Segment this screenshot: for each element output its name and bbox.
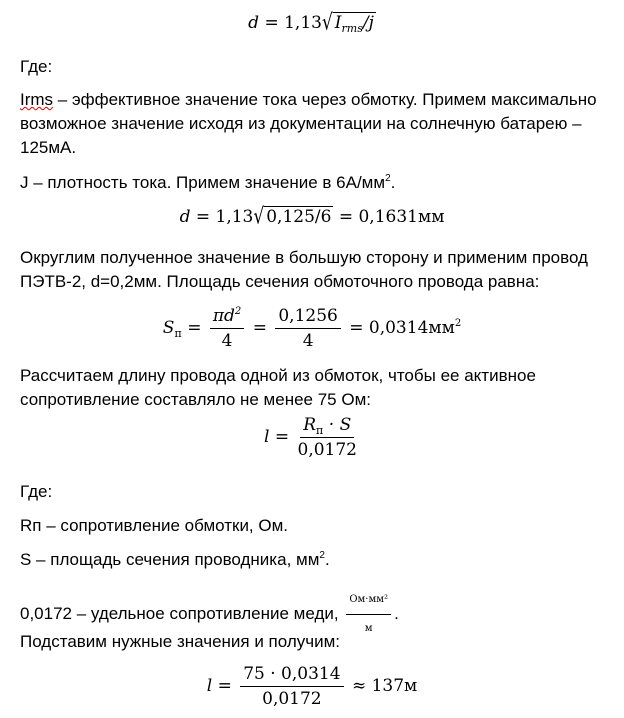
result: = 0,1631мм [338, 207, 445, 227]
numerator: 0,1256 [275, 306, 340, 329]
coef: 1,13 [215, 207, 254, 227]
sup: 2 [454, 318, 462, 329]
numerator: 75 · 0,0314 [240, 664, 343, 687]
var-d: d [248, 13, 260, 33]
fraction [210, 306, 244, 351]
denominator: м [364, 623, 373, 634]
var-l: l [206, 676, 213, 696]
radicand [333, 12, 376, 33]
var-j: /j [362, 13, 374, 33]
where-label: Где: [20, 57, 53, 76]
equals: = [195, 207, 211, 227]
denominator: 4 [302, 331, 314, 351]
fraction [298, 415, 357, 460]
round-paragraph: Округлим полученное значение в большую сторону и применим провод ПЭТВ-2, d=0,2мм. Площадь сечения обмоточного провода равна: [20, 248, 588, 291]
formula-diameter-calc [0, 204, 624, 230]
var-d: d [179, 207, 191, 227]
denominator: 0,0172 [297, 440, 357, 460]
s-text: S – площадь сечения проводника, мм [20, 550, 320, 569]
var-r: R [303, 415, 317, 435]
sup: 2 [319, 550, 325, 561]
sup: 2 [234, 306, 242, 317]
s-definition [20, 548, 615, 572]
rp-definition: Rп – сопротивление обмотки, Ом. [20, 516, 289, 535]
var-l: l [264, 427, 270, 447]
calc-paragraph: Рассчитаем длину провода одной из обмоток, чтобы ее активное сопротивление составляло не менее 75 Ом: [20, 366, 536, 409]
equals: = [252, 318, 267, 338]
period: . [324, 550, 330, 569]
period: . [390, 173, 396, 192]
where-label: Где: [20, 482, 53, 501]
sub: п [174, 327, 182, 340]
sqrt-icon: √ [321, 10, 333, 36]
numerator: Ом·мм² [346, 588, 391, 615]
formula-wire-diameter [0, 10, 624, 36]
sub: п [316, 424, 324, 437]
irms-term: Irms [20, 90, 54, 109]
fraction [275, 306, 340, 351]
formula-cross-section [0, 306, 624, 351]
equals: = [187, 318, 202, 338]
irms-text: – эффективное значение тока через обмотку. Примем максимально возможное значение исходя из документации на солнечную батарею – 125мА. [20, 90, 597, 157]
j-paragraph [20, 171, 615, 195]
result: = 0,0314мм [349, 318, 455, 338]
radicand: 0,125/6 [266, 207, 332, 227]
denominator: 0,0172 [262, 689, 322, 709]
equals: = [264, 13, 279, 33]
numerator [210, 306, 244, 329]
j-text: J – плотность тока. Примем значение в 6А/мм [20, 173, 386, 192]
formula-length-result [0, 664, 624, 709]
sub-rms: rms [341, 22, 363, 35]
irms-paragraph [20, 88, 615, 160]
num-text: πd [212, 306, 235, 326]
equals: = [217, 676, 232, 696]
var-i: I [334, 13, 342, 33]
formula-length [0, 415, 624, 460]
coef: 1,13 [284, 13, 322, 33]
fraction [240, 664, 343, 709]
sqrt-icon: √ [253, 204, 265, 230]
period: . [394, 603, 399, 623]
equals: = [274, 427, 290, 447]
sup: 2 [385, 173, 391, 184]
var-s: S [162, 318, 175, 338]
result: ≈ 137м [351, 676, 418, 696]
rho-text: 0,0172 – удельное сопротивление меди, [20, 603, 344, 623]
var-s: · S [323, 415, 352, 435]
numerator [300, 415, 354, 438]
subst-paragraph: Подставим нужные значения и получим: [20, 632, 341, 651]
denominator: 4 [221, 331, 233, 351]
